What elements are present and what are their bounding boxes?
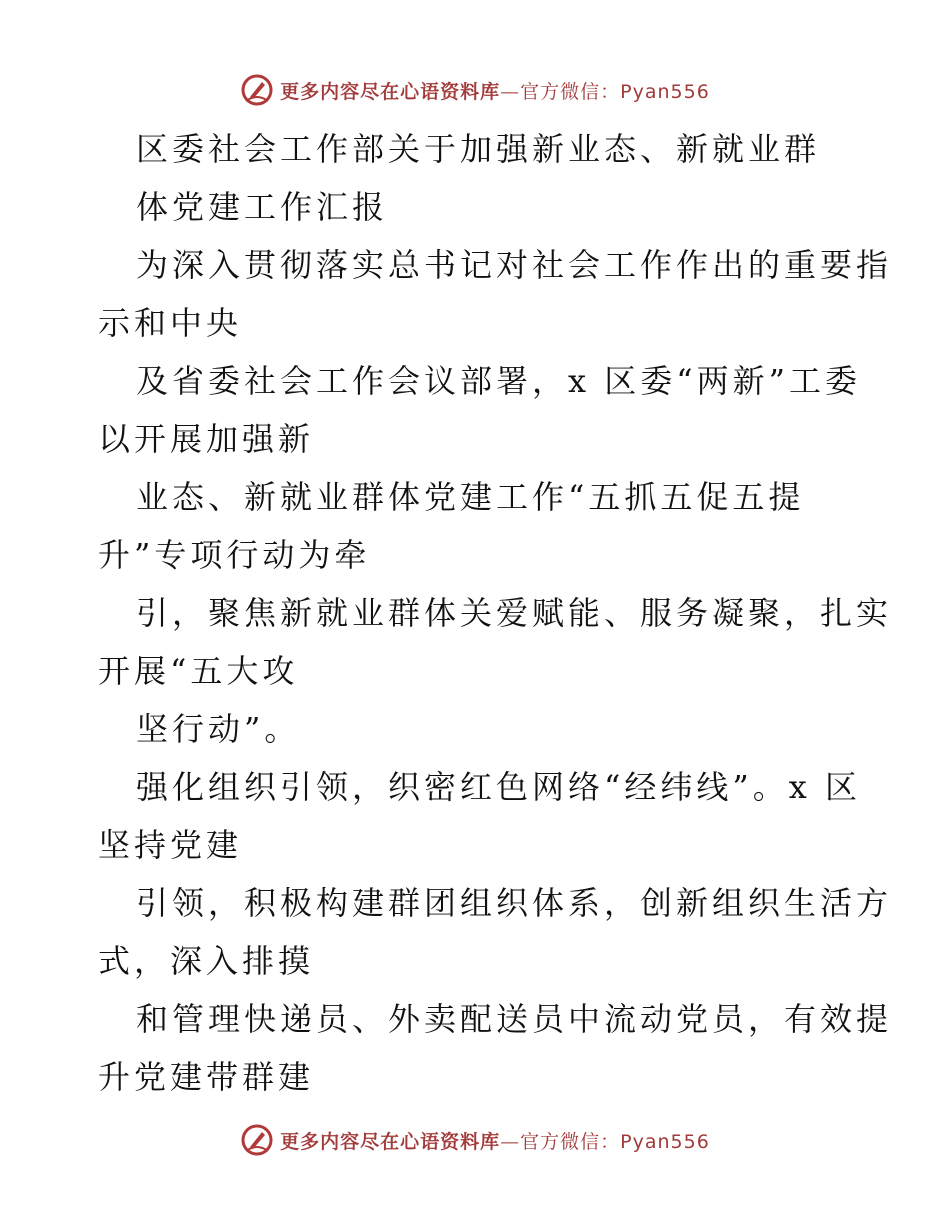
header-banner — [0, 70, 950, 110]
paragraph-line: 开展“五大攻 — [98, 652, 299, 690]
document-body — [98, 120, 893, 1106]
banner-wechat-text: 官方微信：Pyan556 — [520, 1130, 710, 1153]
banner-wechat-text: 官方微信：Pyan556 — [520, 80, 710, 103]
paragraph-line: 式，深入排摸 — [98, 942, 315, 980]
banner-text — [280, 77, 710, 104]
paragraph-line: 为深入贯彻落实总书记对社会工作作出的重要指 — [136, 246, 893, 284]
footer-banner — [0, 1120, 950, 1160]
logo-icon — [240, 73, 274, 107]
paragraph-line: 升党建带群建 — [98, 1058, 315, 1096]
banner-dash: — — [500, 80, 521, 103]
title-line-2: 体党建工作汇报 — [136, 188, 389, 226]
paragraph-line: 坚持党建 — [98, 826, 243, 864]
paragraph-line: 示和中央 — [98, 304, 243, 342]
paragraph-line: 引，聚焦新就业群体关爱赋能、服务凝聚，扎实 — [136, 594, 893, 632]
banner-main-text: 更多内容尽在心语资料库 — [280, 80, 501, 103]
paragraph-line: 强化组织引领，织密红色网络“经纬线”。x 区 — [136, 768, 861, 806]
paragraph-line: 引领，积极构建群团组织体系，创新组织生活方 — [136, 884, 893, 922]
paragraph-line: 业态、新就业群体党建工作“五抓五促五提 — [136, 478, 805, 516]
banner-text — [280, 1127, 710, 1154]
paragraph-line: 及省委社会工作会议部署，x 区委“两新”工委 — [136, 362, 861, 400]
banner-main-text: 更多内容尽在心语资料库 — [280, 1130, 501, 1153]
banner-dash: — — [500, 1130, 521, 1153]
paragraph-line: 升”专项行动为牵 — [98, 536, 371, 574]
title-line-1: 区委社会工作部关于加强新业态、新就业群 — [136, 130, 821, 168]
logo-icon — [240, 1123, 274, 1157]
paragraph-line: 以开展加强新 — [98, 420, 315, 458]
paragraph-line: 坚行动”。 — [136, 710, 301, 748]
paragraph-line: 和管理快递员、外卖配送员中流动党员，有效提 — [136, 1000, 893, 1038]
